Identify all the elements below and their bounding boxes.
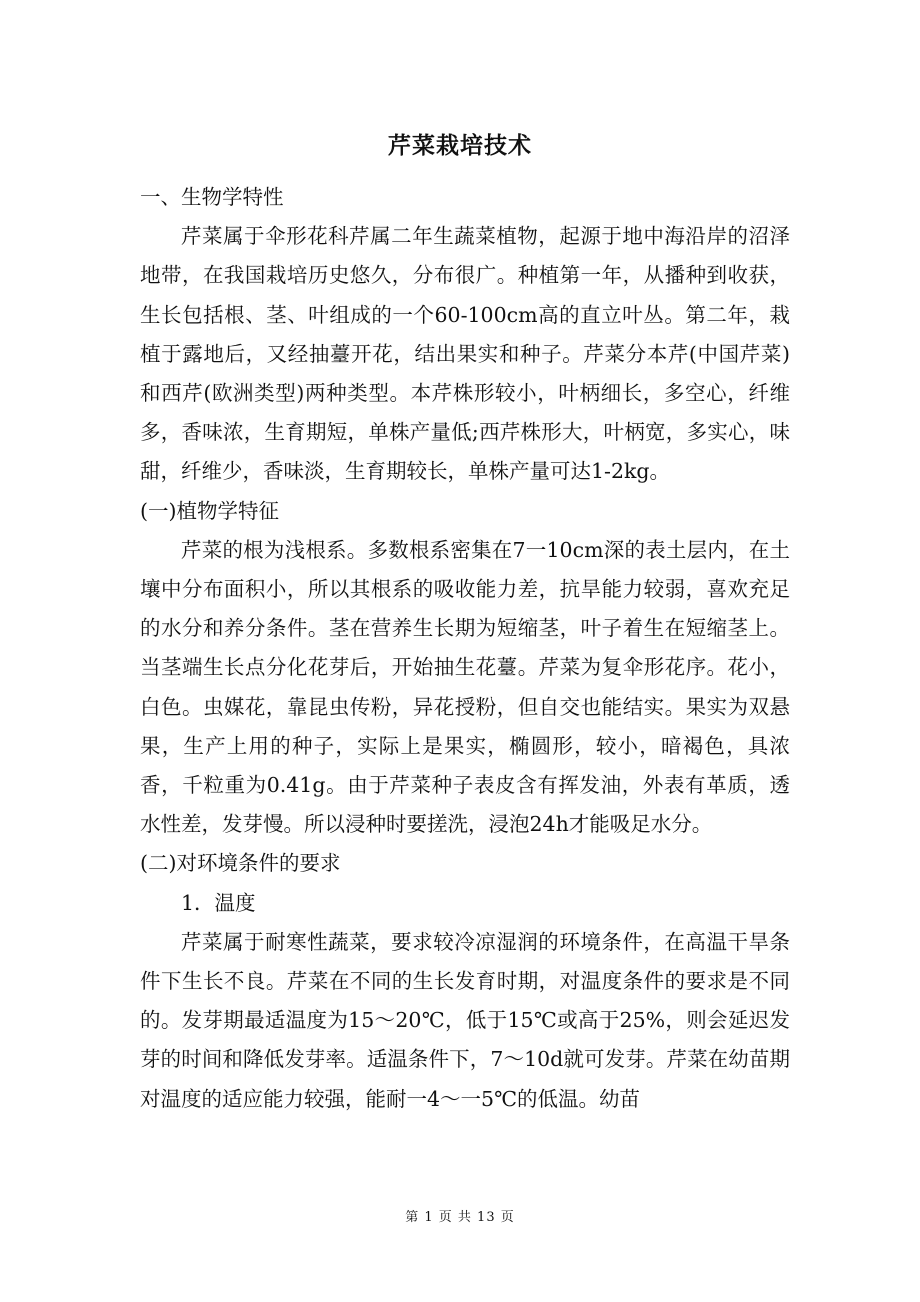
page-footer: 第 1 页 共 13 页	[405, 1210, 515, 1225]
paragraph-overview: 芹菜属于伞形花科芹属二年生蔬菜植物，起源于地中海沿岸的沼泽地带，在我国栽培历史悠久，分布很广。种植第一年，从播种到收获，生长包括根、茎、叶组成的一个60-100cm高的直立叶丛。第二年，栽植于露地后，又经抽薹开花，结出果实和种子。芹菜分本芹(中国芹菜)和西芹(欧洲类型)两种类型。本芹株形较小，叶柄细长，多空心，纤维多，香味浓，生育期短，单株产量低;西芹株形大，叶柄宽，多实心，味甜，纤维少，香味淡，生育期较长，单株产量可达1-2kg。	[140, 224, 790, 484]
section-heading-environment: (二)对环境条件的要求	[140, 851, 341, 876]
document-body	[140, 178, 790, 1119]
paragraph-temperature: 芹菜属于耐寒性蔬菜，要求较冷凉湿润的环境条件，在高温干旱条件下生长不良。芹菜在不同的生长发育时期，对温度条件的要求是不同的。发芽期最适温度为15～20℃，低于15℃或高于25%，则会延迟发芽的时间和降低发芽率。适温条件下，7～10d就可发芽。芹菜在幼苗期对温度的适应能力较强，能耐一4～一5℃的低温。幼苗	[140, 929, 790, 1111]
document-title: 芹菜栽培技术	[388, 132, 532, 159]
section-heading-biology: 一、生物学特性	[140, 185, 284, 209]
section-heading-botanical: (一)植物学特征	[140, 498, 279, 523]
paragraph-botanical: 芹菜的根为浅根系。多数根系密集在7一10cm深的表土层内，在土壤中分布面积小，所以其根系的吸收能力差，抗旱能力较弱，喜欢充足的水分和养分条件。茎在营养生长期为短缩茎，叶子着生在短缩茎上。当茎端生长点分化花芽后，开始抽生花薹。芹菜为复伞形花序。花小，白色。虫媒花，靠昆虫传粉，异花授粉，但自交也能结实。果实为双悬果，生产上用的种子，实际上是果实，椭圆形，较小，暗褐色，具浓香，千粒重为0.41g。由于芹菜种子表皮含有挥发油，外表有革质，透水性差，发芽慢。所以浸种时要搓洗，浸泡24h才能吸足水分。	[140, 537, 790, 837]
subheading-temperature: 1．温度	[181, 890, 256, 915]
